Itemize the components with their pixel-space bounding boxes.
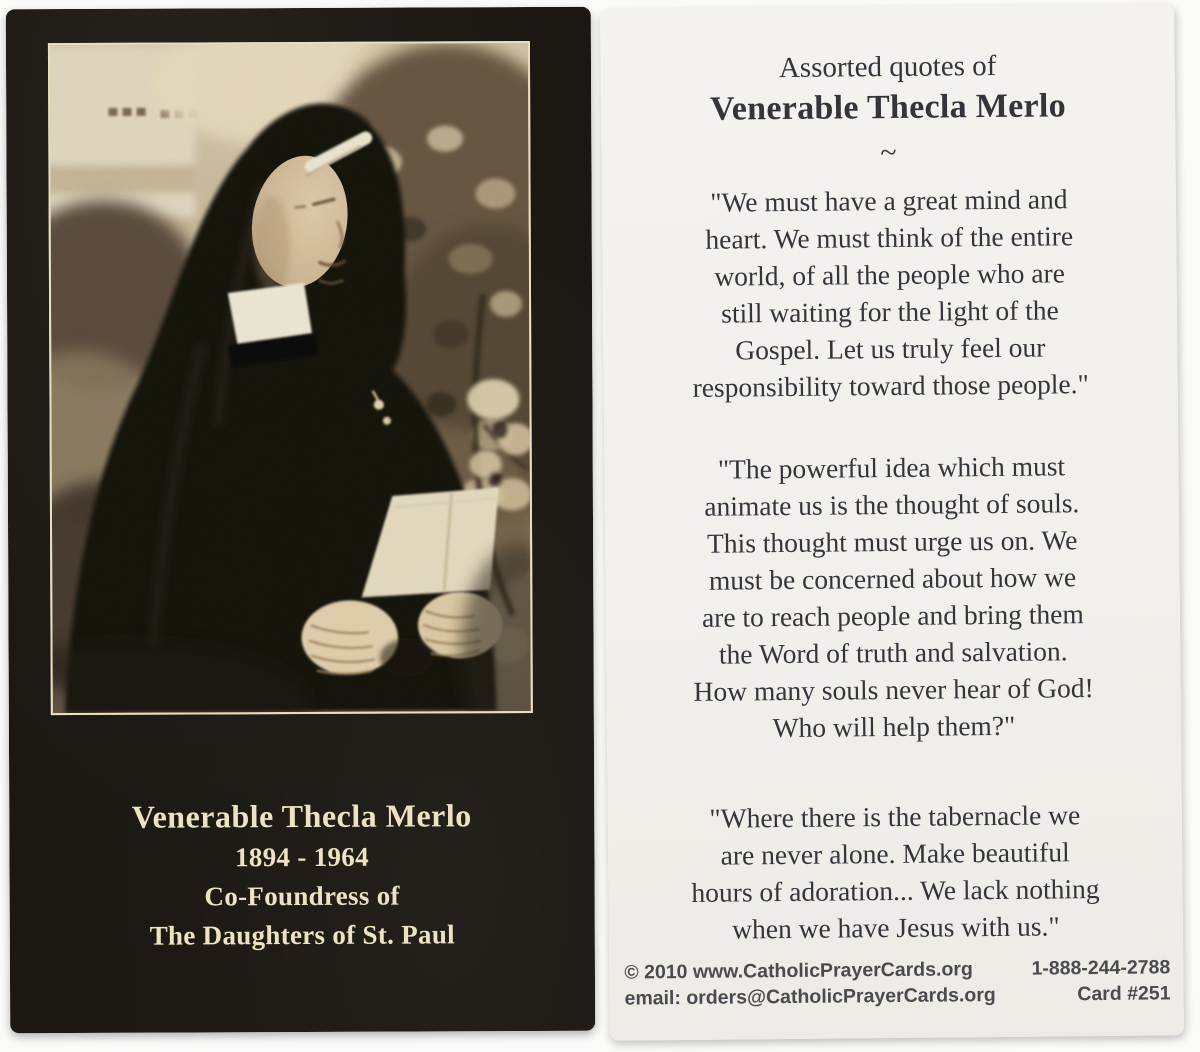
tilde-divider: ~: [880, 135, 897, 170]
prayer-card-front: [6, 7, 595, 1034]
footer-copyright: © 2010 www.CatholicPrayerCards.org: [624, 958, 973, 984]
photo-frame: [48, 41, 533, 715]
quote-1: "We must have a great mind and heart. We must think of the entire world, of all the people who are still waiting for the light of the Gospel. Let us truly feel our responsibility toward those people.": [692, 183, 1089, 403]
front-card-caption: [9, 793, 595, 957]
thecla-merlo-photo: [50, 43, 531, 713]
front-card-name: Venerable Thecla Merlo: [131, 797, 472, 835]
footer-card-number: Card #251: [1077, 982, 1171, 1006]
prayer-card-back: [600, 4, 1184, 1040]
quote-3: "Where there is the tabernacle we are never alone. Make beautiful hours of adoration... We lack nothing when we have Jesus with us.": [691, 799, 1100, 945]
front-card-years: 1894 - 1964: [234, 841, 369, 873]
footer-email: email: orders@CatholicPrayerCards.org: [624, 984, 996, 1010]
back-card-header-name: Venerable Thecla Merlo: [709, 87, 1067, 128]
back-card-footer: [624, 954, 1170, 1011]
back-card-header-small: Assorted quotes of: [778, 49, 997, 85]
front-card-role-line1: Co-Foundress of: [204, 880, 400, 912]
front-card-role-line2: The Daughters of St. Paul: [149, 919, 455, 951]
footer-left-block: [624, 956, 996, 1012]
footer-phone: 1-888-244-2788: [1031, 956, 1171, 980]
quote-2: "The powerful idea which must animate us is the thought of souls. This thought must urge us on. We must be concerned about how we are to reach people and bring them the Word of truth and salvation. How many souls never hear of God! Who will help them?": [693, 450, 1094, 744]
footer-right-block: [1031, 954, 1170, 1007]
